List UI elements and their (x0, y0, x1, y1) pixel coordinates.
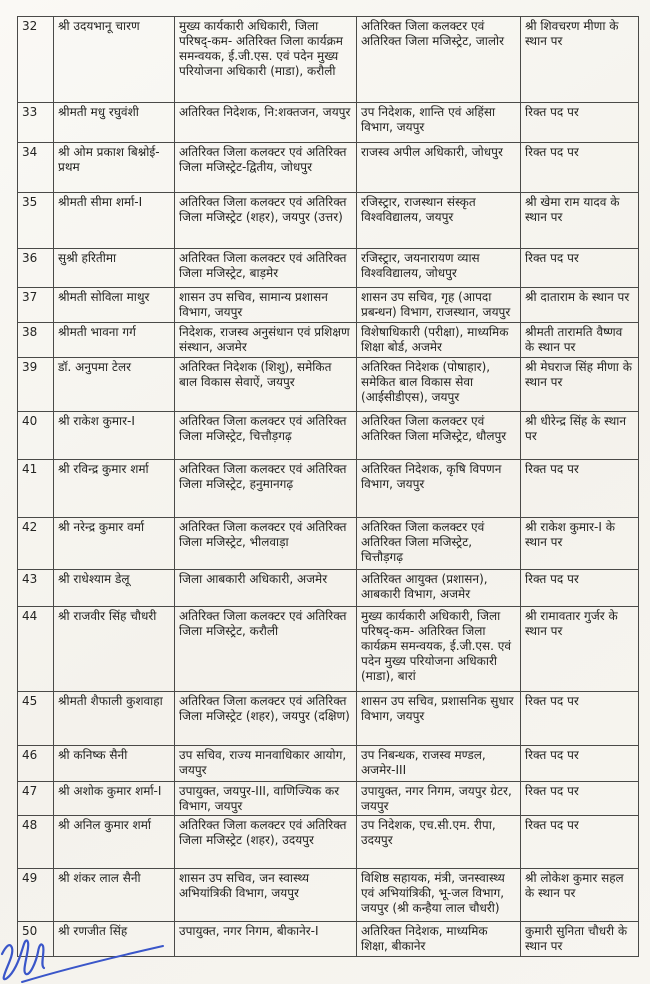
serial-number-cell: 34 (18, 143, 54, 193)
table-row (18, 518, 639, 570)
serial-number-cell: 36 (18, 249, 54, 288)
officer-name-cell: श्री राजवीर सिंह चौधरी (54, 607, 175, 692)
table-row (18, 869, 639, 922)
new-post-cell: अतिरिक्त निदेशक, माध्यमिक शिक्षा, बीकानेर (357, 922, 521, 957)
transfer-order-table (17, 16, 639, 957)
table-row (18, 570, 639, 607)
current-post-cell: अतिरिक्त जिला कलक्टर एवं अतिरिक्त जिला मजिस्ट्रेट (शहर), जयपुर (उत्तर) (175, 193, 357, 249)
table-row (18, 746, 639, 782)
serial-number-cell: 47 (18, 782, 54, 816)
serial-number-cell: 45 (18, 692, 54, 746)
table-row (18, 143, 639, 193)
serial-number-cell: 49 (18, 869, 54, 922)
new-post-cell: उप निदेशक, एच.सी.एम. रीपा, उदयपुर (357, 816, 521, 869)
remarks-cell: रिक्त पद पर (521, 143, 639, 193)
serial-number-cell: 42 (18, 518, 54, 570)
current-post-cell: अतिरिक्त जिला कलक्टर एवं अतिरिक्त जिला मजिस्ट्रेट, चित्तौड़गढ़ (175, 412, 357, 460)
serial-number-cell: 38 (18, 323, 54, 358)
new-post-cell: शासन उप सचिव, गृह (आपदा प्रबन्धन) विभाग, राजस्थान, जयपुर (357, 288, 521, 323)
current-post-cell: शासन उप सचिव, जन स्वास्थ्य अभियांत्रिकी विभाग, जयपुर (175, 869, 357, 922)
current-post-cell: अतिरिक्त जिला कलक्टर एवं अतिरिक्त जिला मजिस्ट्रेट, करौली (175, 607, 357, 692)
officer-name-cell: सुश्री हरितीमा (54, 249, 175, 288)
new-post-cell: विशिष्ठ सहायक, मंत्री, जनस्वास्थ्य एवं अभियांत्रिकी, भू-जल विभाग, जयपुर (श्री कन्हैया लाल चौधरी) (357, 869, 521, 922)
remarks-cell: श्री खेमा राम यादव के स्थान पर (521, 193, 639, 249)
current-post-cell: अतिरिक्त जिला कलक्टर एवं अतिरिक्त जिला मजिस्ट्रेट, हनुमानगढ़ (175, 460, 357, 518)
remarks-cell: श्री लोकेश कुमार सहल के स्थान पर (521, 869, 639, 922)
remarks-cell: श्री राकेश कुमार-I के स्थान पर (521, 518, 639, 570)
new-post-cell: मुख्य कार्यकारी अधिकारी, जिला परिषद्-कम- अतिरिक्त जिला कार्यक्रम समन्वयक, ई.जी.एस. एवं पदेन मुख्य परियोजना अधिकारी (माडा), बारां (357, 607, 521, 692)
table-row (18, 103, 639, 143)
serial-number-cell: 41 (18, 460, 54, 518)
new-post-cell: अतिरिक्त आयुक्त (प्रशासन), आबकारी विभाग, अजमेर (357, 570, 521, 607)
new-post-cell: अतिरिक्त जिला कलक्टर एवं अतिरिक्त जिला मजिस्ट्रेट, धौलपुर (357, 412, 521, 460)
remarks-cell: कुमारी सुनिता चौधरी के स्थान पर (521, 922, 639, 957)
serial-number-cell: 32 (18, 17, 54, 103)
officer-name-cell: श्री रणजीत सिंह (54, 922, 175, 957)
current-post-cell: शासन उप सचिव, सामान्य प्रशासन विभाग, जयपुर (175, 288, 357, 323)
remarks-cell: रिक्त पद पर (521, 816, 639, 869)
officer-name-cell: श्री राकेश कुमार-I (54, 412, 175, 460)
serial-number-cell: 37 (18, 288, 54, 323)
serial-number-cell: 33 (18, 103, 54, 143)
new-post-cell: अतिरिक्त निदेशक (पोषाहार), समेकित बाल विकास सेवा (आईसीडीएस), जयपुर (357, 358, 521, 412)
officer-name-cell: श्रीमती मधु रघुवंशी (54, 103, 175, 143)
current-post-cell: उपायुक्त, जयपुर-III, वाणिज्यिक कर विभाग, जयपुर (175, 782, 357, 816)
current-post-cell: अतिरिक्त जिला कलक्टर एवं अतिरिक्त जिला मजिस्ट्रेट (शहर), जयपुर (दक्षिण) (175, 692, 357, 746)
table-row (18, 17, 639, 103)
table-row (18, 193, 639, 249)
current-post-cell: अतिरिक्त जिला कलक्टर एवं अतिरिक्त जिला मजिस्ट्रेट, बाड़मेर (175, 249, 357, 288)
serial-number-cell: 48 (18, 816, 54, 869)
officer-name-cell: श्री उदयभानू चारण (54, 17, 175, 103)
remarks-cell: रिक्त पद पर (521, 782, 639, 816)
serial-number-cell: 50 (18, 922, 54, 957)
remarks-cell: रिक्त पद पर (521, 570, 639, 607)
remarks-cell: श्री रामावतार गुर्जर के स्थान पर (521, 607, 639, 692)
officer-name-cell: श्री अनिल कुमार शर्मा (54, 816, 175, 869)
current-post-cell: अतिरिक्त जिला कलक्टर एवं अतिरिक्त जिला मजिस्ट्रेट-द्वितीय, जोधपुर (175, 143, 357, 193)
officer-name-cell: श्री कनिष्क सैनी (54, 746, 175, 782)
officer-name-cell: श्री शंकर लाल सैनी (54, 869, 175, 922)
officer-name-cell: श्री रविन्द्र कुमार शर्मा (54, 460, 175, 518)
new-post-cell: शासन उप सचिव, प्रशासनिक सुधार विभाग, जयपुर (357, 692, 521, 746)
remarks-cell: रिक्त पद पर (521, 692, 639, 746)
serial-number-cell: 46 (18, 746, 54, 782)
table-row (18, 692, 639, 746)
current-post-cell: उपायुक्त, नगर निगम, बीकानेर-I (175, 922, 357, 957)
serial-number-cell: 44 (18, 607, 54, 692)
current-post-cell: निदेशक, राजस्व अनुसंधान एवं प्रशिक्षण संस्थान, अजमेर (175, 323, 357, 358)
table-row (18, 816, 639, 869)
serial-number-cell: 35 (18, 193, 54, 249)
table-row (18, 323, 639, 358)
new-post-cell: अतिरिक्त जिला कलक्टर एवं अतिरिक्त जिला मजिस्ट्रेट, चित्तौड़गढ़ (357, 518, 521, 570)
remarks-cell: श्री शिवचरण मीणा के स्थान पर (521, 17, 639, 103)
table-row (18, 460, 639, 518)
new-post-cell: राजस्व अपील अधिकारी, जोधपुर (357, 143, 521, 193)
serial-number-cell: 40 (18, 412, 54, 460)
table-row (18, 782, 639, 816)
serial-number-cell: 43 (18, 570, 54, 607)
new-post-cell: उप निबन्धक, राजस्व मण्डल, अजमेर-III (357, 746, 521, 782)
remarks-cell: श्रीमती तारामति वैष्णव के स्थान पर (521, 323, 639, 358)
officer-name-cell: डॉ. अनुपमा टेलर (54, 358, 175, 412)
remarks-cell: रिक्त पद पर (521, 103, 639, 143)
new-post-cell: उपायुक्त, नगर निगम, जयपुर ग्रेटर, जयपुर (357, 782, 521, 816)
officer-name-cell: श्री राधेश्याम डेलू (54, 570, 175, 607)
table-row (18, 607, 639, 692)
new-post-cell: विशेषाधिकारी (परीक्षा), माध्यमिक शिक्षा बोर्ड, अजमेर (357, 323, 521, 358)
new-post-cell: अतिरिक्त निदेशक, कृषि विपणन विभाग, जयपुर (357, 460, 521, 518)
remarks-cell: रिक्त पद पर (521, 249, 639, 288)
officer-name-cell: श्रीमती सीमा शर्मा-I (54, 193, 175, 249)
remarks-cell: रिक्त पद पर (521, 460, 639, 518)
current-post-cell: जिला आबकारी अधिकारी, अजमेर (175, 570, 357, 607)
current-post-cell: अतिरिक्त जिला कलक्टर एवं अतिरिक्त जिला मजिस्ट्रेट (शहर), उदयपुर (175, 816, 357, 869)
table-row (18, 358, 639, 412)
remarks-cell: श्री मेघराज सिंह मीणा के स्थान पर (521, 358, 639, 412)
current-post-cell: अतिरिक्त निदेशक, नि:शक्तजन, जयपुर (175, 103, 357, 143)
table-row (18, 288, 639, 323)
new-post-cell: रजिस्ट्रार, राजस्थान संस्कृत विश्वविद्यालय, जयपुर (357, 193, 521, 249)
officer-name-cell: श्री ओम प्रकाश बिश्नोई-प्रथम (54, 143, 175, 193)
table-row (18, 249, 639, 288)
new-post-cell: अतिरिक्त जिला कलक्टर एवं अतिरिक्त जिला मजिस्ट्रेट, जालोर (357, 17, 521, 103)
current-post-cell: अतिरिक्त जिला कलक्टर एवं अतिरिक्त जिला मजिस्ट्रेट, भीलवाड़ा (175, 518, 357, 570)
officer-name-cell: श्रीमती भावना गर्ग (54, 323, 175, 358)
officer-name-cell: श्रीमती शैफाली कुशवाहा (54, 692, 175, 746)
new-post-cell: रजिस्ट्रार, जयनारायण व्यास विश्वविद्यालय, जोधपुर (357, 249, 521, 288)
table-row (18, 412, 639, 460)
serial-number-cell: 39 (18, 358, 54, 412)
remarks-cell: श्री धीरेन्द्र सिंह के स्थान पर (521, 412, 639, 460)
remarks-cell: श्री दाताराम के स्थान पर (521, 288, 639, 323)
current-post-cell: मुख्य कार्यकारी अधिकारी, जिला परिषद्-कम- अतिरिक्त जिला कार्यक्रम समन्वयक, ई.जी.एस. एवं पदेन मुख्य परियोजना अधिकारी (माडा), करौली (175, 17, 357, 103)
remarks-cell: रिक्त पद पर (521, 746, 639, 782)
current-post-cell: उप सचिव, राज्य मानवाधिकार आयोग, जयपुर (175, 746, 357, 782)
officer-name-cell: श्रीमती सोविला माथुर (54, 288, 175, 323)
current-post-cell: अतिरिक्त निदेशक (शिशु), समेकित बाल विकास सेवाऐं, जयपुर (175, 358, 357, 412)
signature-scribble (0, 928, 200, 984)
new-post-cell: उप निदेशक, शान्ति एवं अहिंसा विभाग, जयपुर (357, 103, 521, 143)
officer-name-cell: श्री नरेन्द्र कुमार वर्मा (54, 518, 175, 570)
officer-name-cell: श्री अशोक कुमार शर्मा-I (54, 782, 175, 816)
